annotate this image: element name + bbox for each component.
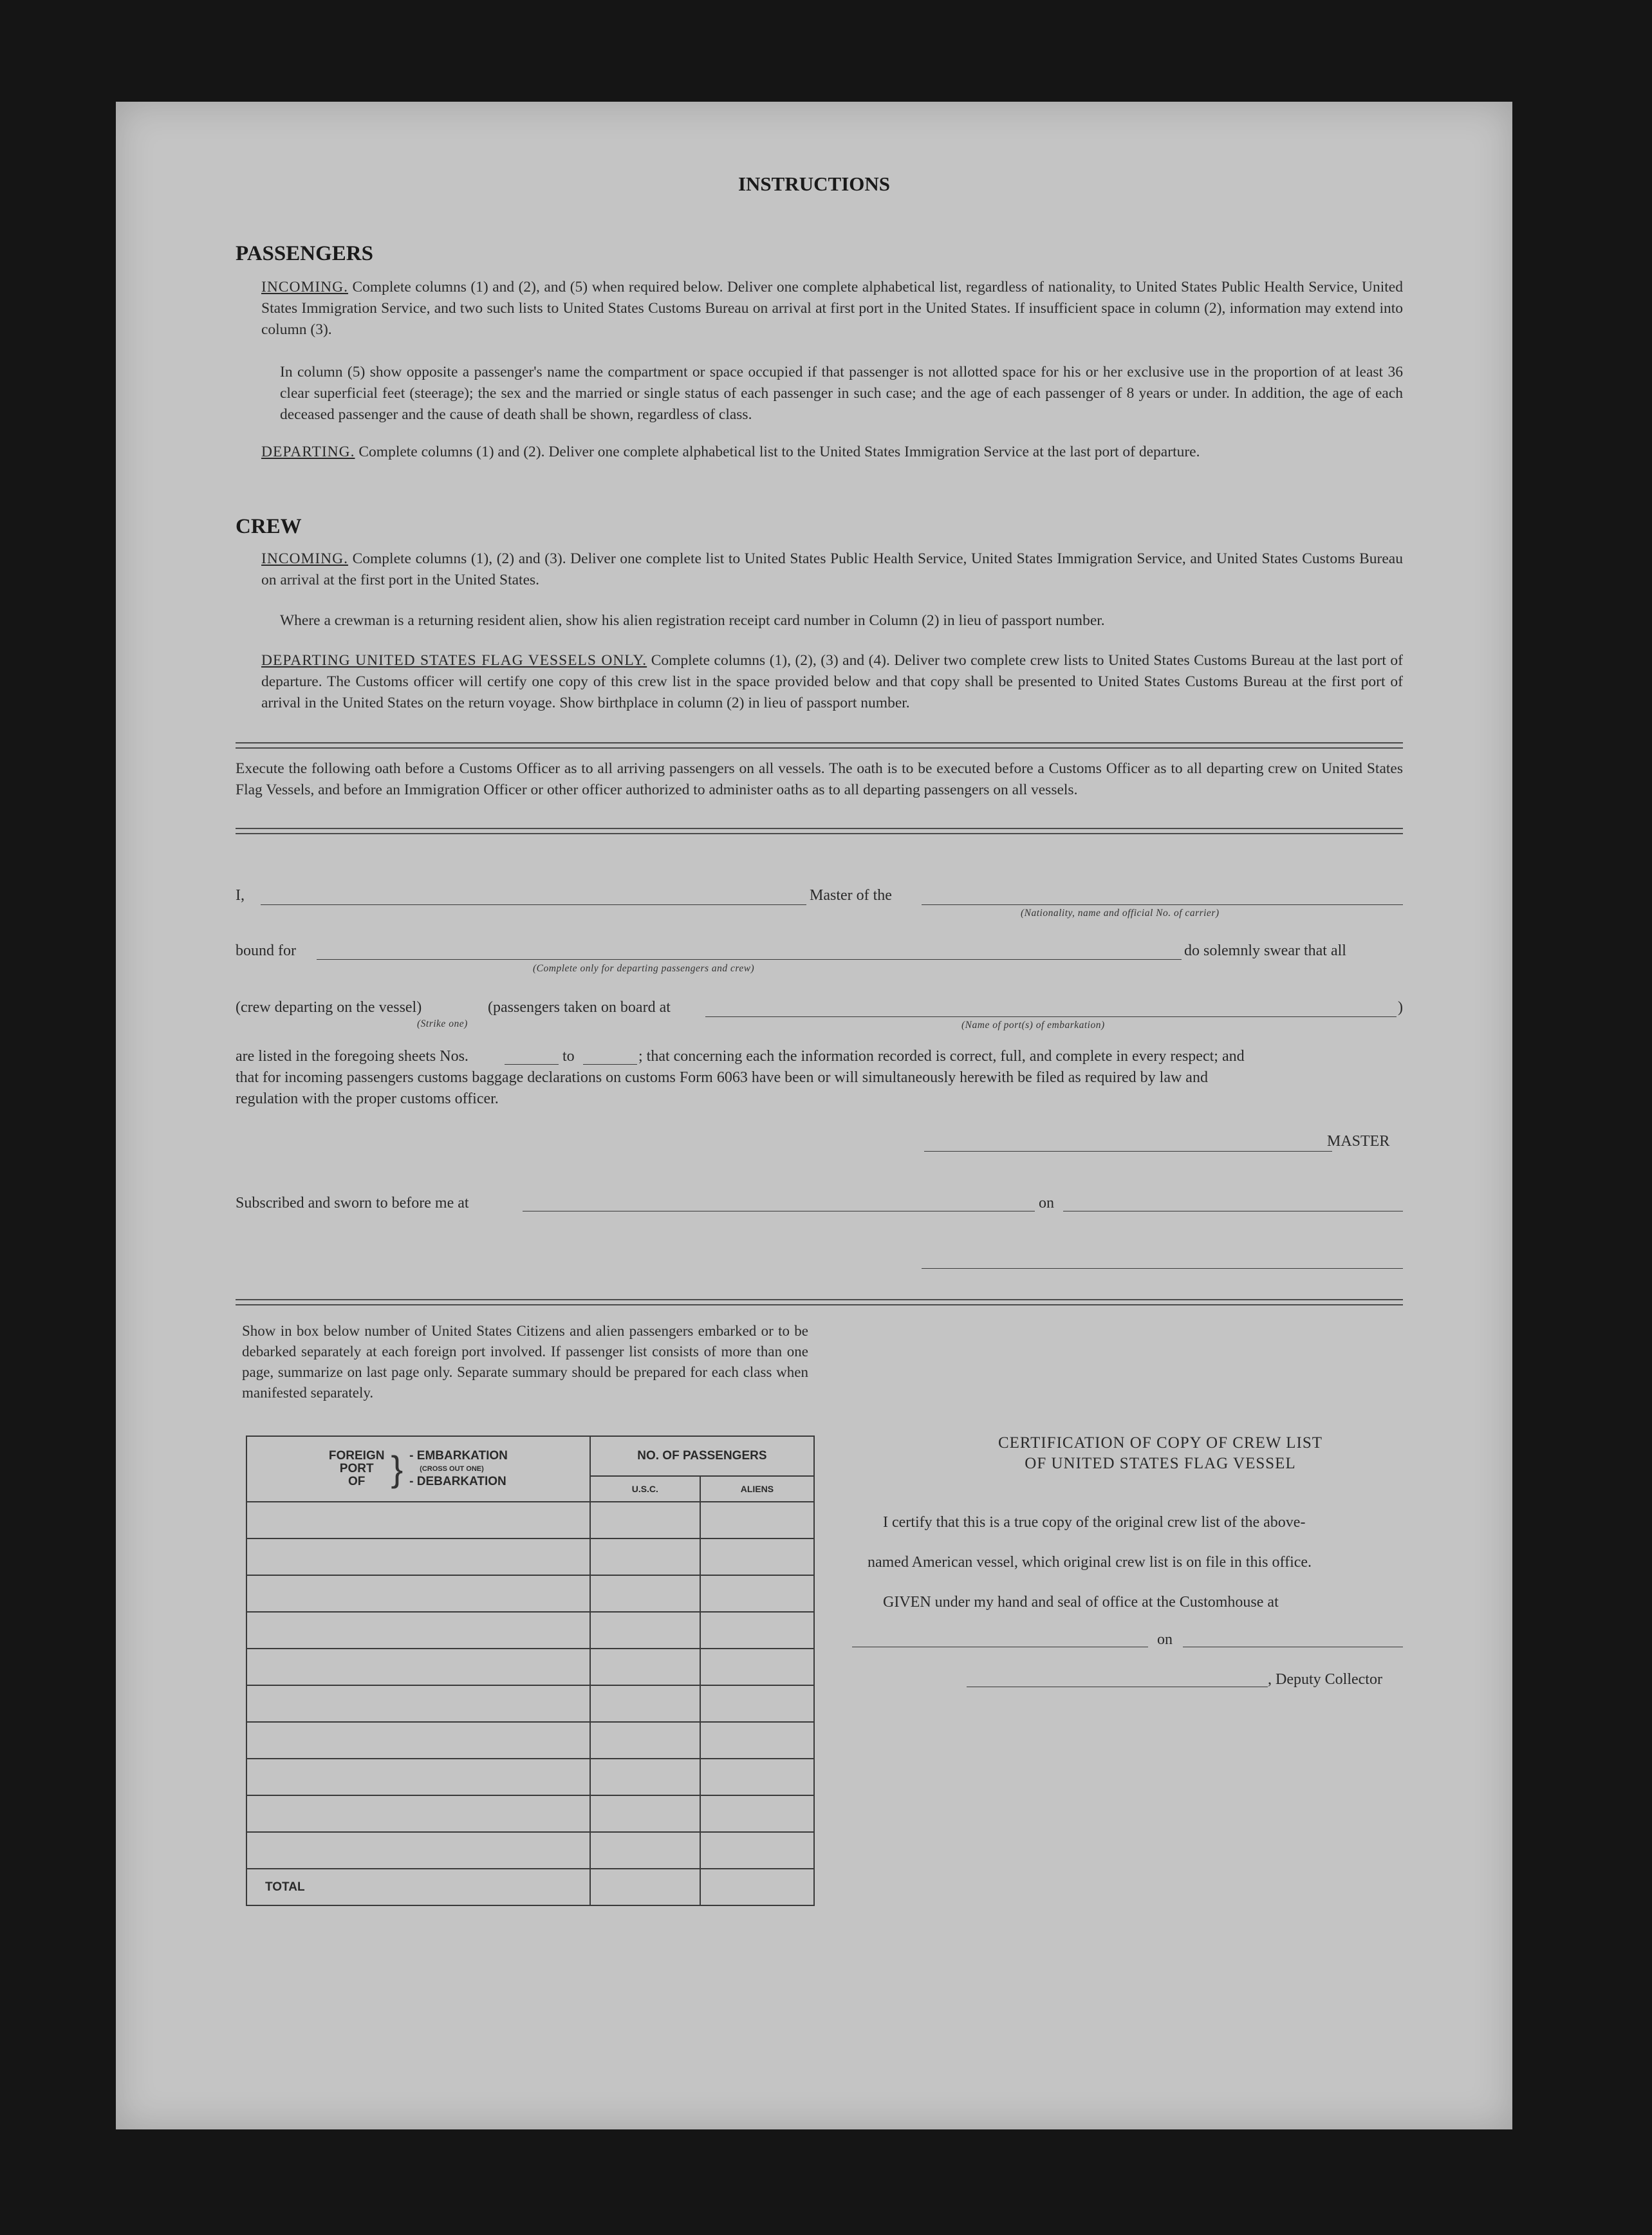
listed-correct-text: ; that concerning each the information recorded is correct, full, and complete in every respect; and [638,1048,1245,1065]
master-label: MASTER [1327,1133,1390,1150]
port-label: PORT [339,1462,374,1475]
certification-heading-line-2: OF UNITED STATES FLAG VESSEL [1025,1455,1296,1472]
divider-double-3 [236,1299,1403,1305]
table-row [246,1538,814,1575]
certify-line-3: GIVEN under my hand and seal of office at the Customhouse at [883,1594,1279,1611]
port-cell[interactable] [246,1575,590,1612]
table-row [246,1759,814,1795]
aliens-cell[interactable] [700,1685,814,1722]
usc-cell[interactable] [590,1575,700,1612]
table-row [246,1502,814,1538]
crew-incoming-text: Complete columns (1), (2) and (3). Deliver one complete list to United States Public Health Service, United States Immigration Service, and United States Customs Bureau on arrival at the first port in the United States. [261,550,1403,588]
passengers-heading: PASSENGERS [236,242,373,265]
table-row [246,1612,814,1649]
aliens-header: ALIENS [700,1476,814,1502]
port-header-cell [246,1436,590,1502]
destination-field[interactable] [317,959,1182,960]
passengers-departing-paragraph [261,442,1403,463]
subscribed-label: Subscribed and sworn to before me at [236,1195,469,1211]
debarkation-option[interactable]: - DEBARKATION [409,1475,506,1488]
table-row [246,1722,814,1759]
passengers-incoming-text: Complete columns (1) and (2), and (5) when required below. Deliver one complete alphabetical list, regardless of nationality, to United States Public Health Service, United States Immigration Service, and two such lists to United States Customs Bureau on arrival at first port in the United States. If insufficient space in column (2), information may extend into column (3). [261,279,1403,338]
nationality-caption: (Nationality, name and official No. of carrier) [1021,908,1220,919]
oath-intro-paragraph: Execute the following oath before a Customs Officer as to all arriving passengers on all vessels. The oath is to be executed before a Customs Officer as to all departing crew on United States Flag Vessels, and before an Immigration Officer or other officer authorized to administer oaths as to all departing passengers on all vessels. [236,760,1403,798]
passengers-column5-paragraph: In column (5) show opposite a passenger's name the compartment or space occupied if that passenger is not allotted space for his or her exclusive use in the proportion of at least 36 clear superficial feet (steerage); the sex and the married or single status of each passenger in such case; and the age of each passenger of 8 years or under. In addition, the age of each deceased passenger and the cause of death shall be shown, regardless of class. [280,364,1403,423]
swear-label: do solemnly swear that all [1184,942,1346,959]
close-paren: ) [1398,999,1403,1016]
aliens-cell[interactable] [700,1502,814,1538]
usc-cell[interactable] [590,1795,700,1832]
certify-line-2: named American vessel, which original crew list is on file in this office. [868,1554,1312,1571]
passengers-incoming-lead: INCOMING. [261,279,348,295]
port-cell[interactable] [246,1612,590,1649]
aliens-cell[interactable] [700,1649,814,1685]
usc-cell[interactable] [590,1502,700,1538]
usc-cell[interactable] [590,1722,700,1759]
crew-departing-paragraph [261,650,1403,714]
aliens-cell[interactable] [700,1722,814,1759]
table-row [246,1832,814,1869]
passengers-departing-lead: DEPARTING. [261,444,355,460]
summary-instructions: Show in box below number of United States Citizens and alien passengers embarked or to be debarked separately at each foreign port involved. If passenger list consists of more than one page, summarize on last page only. Separate summary should be prepared for each class when manifested separately. [242,1323,808,1401]
officer-signature-field[interactable] [922,1268,1403,1269]
aliens-cell[interactable] [700,1538,814,1575]
port-cell[interactable] [246,1538,590,1575]
sheet-to-field[interactable] [583,1064,637,1065]
cross-out-note: (CROSS OUT ONE) [420,1465,484,1473]
ports-caption: (Name of port(s) of embarkation) [961,1020,1105,1031]
port-cell[interactable] [246,1832,590,1869]
listed-customs-text: that for incoming passengers customs baggage declarations on customs Form 6063 have been or will simultaneously herewith be filed as required by law and [236,1069,1208,1086]
crew-heading: CREW [236,515,302,538]
embarkation-option[interactable]: - EMBARKATION [409,1449,508,1463]
crew-incoming-paragraph [261,548,1403,591]
certification-heading [918,1433,1403,1474]
crew-departing-text: Complete columns (1), (2), (3) and (4). Deliver two complete crew lists to United States Customs Bureau at the last port of departure. The Customs officer will certify one copy of this crew list in the space provided below and that copy shall be presented to United States Customs Bureau at the first port of arrival in the United States on the return voyage. Show birthplace in column (2) in lieu of passport number. [261,652,1403,711]
of-label: OF [348,1475,366,1488]
aliens-cell[interactable] [700,1759,814,1795]
port-cell[interactable] [246,1759,590,1795]
complete-only-caption: (Complete only for departing passengers and crew) [533,963,755,974]
usc-cell[interactable] [590,1685,700,1722]
sheet-from-field[interactable] [505,1064,559,1065]
port-cell[interactable] [246,1795,590,1832]
embarkation-ports-field[interactable] [705,1016,1397,1017]
listed-to-label: to [562,1048,575,1065]
passenger-summary-table [246,1435,815,1906]
total-aliens-cell[interactable] [700,1869,814,1905]
table-row [246,1649,814,1685]
master-signature-field[interactable] [924,1151,1332,1152]
passengers-taken-option[interactable]: (passengers taken on board at [488,999,671,1016]
total-usc-cell[interactable] [590,1869,700,1905]
crew-departing-option[interactable]: (crew departing on the vessel) [236,999,422,1016]
listed-regulation-text: regulation with the proper customs officer. [236,1090,499,1107]
foreign-label: FOREIGN [328,1449,385,1463]
usc-header: U.S.C. [590,1476,700,1502]
passengers-incoming-paragraph [261,277,1403,341]
brace-icon: } [391,1448,404,1489]
divider-double-2 [236,828,1403,834]
summary-rows [246,1502,814,1869]
port-cell[interactable] [246,1649,590,1685]
table-row [246,1575,814,1612]
crew-departing-lead: DEPARTING UNITED STATES FLAG VESSELS ONLY. [261,652,647,669]
strike-one-caption: (Strike one) [417,1018,468,1029]
table-row [246,1795,814,1832]
carrier-field[interactable] [922,904,1403,905]
oath-i-label: I, [236,887,245,904]
master-name-field[interactable] [261,904,806,905]
aliens-cell[interactable] [700,1575,814,1612]
master-of-label: Master of the [810,887,892,904]
usc-cell[interactable] [590,1832,700,1869]
passengers-departing-text: Complete columns (1) and (2). Deliver one complete alphabetical list to the United States Immigration Service at the last port of departure. [355,444,1200,460]
aliens-cell[interactable] [700,1832,814,1869]
usc-cell[interactable] [590,1612,700,1649]
port-cell[interactable] [246,1502,590,1538]
page-title: INSTRUCTIONS [738,173,890,195]
document-sheet [116,102,1512,2129]
crew-resident-paragraph: Where a crewman is a returning resident alien, show his alien registration receipt card number in Column (2) in lieu of passport number. [280,612,1105,629]
usc-cell[interactable] [590,1649,700,1685]
usc-cell[interactable] [590,1538,700,1575]
aliens-cell[interactable] [700,1795,814,1832]
table-row [246,1685,814,1722]
certification-heading-line-1: CERTIFICATION OF COPY OF CREW LIST [998,1434,1323,1452]
total-label: TOTAL [246,1869,590,1905]
bound-for-label: bound for [236,942,296,959]
deputy-collector-label: , Deputy Collector [1268,1671,1382,1688]
no-of-passengers-header: NO. OF PASSENGERS [590,1436,814,1476]
port-cell[interactable] [246,1685,590,1722]
listed-sheets-text: are listed in the foregoing sheets Nos. [236,1048,469,1065]
divider-double-1 [236,742,1403,749]
port-cell[interactable] [246,1722,590,1759]
sworn-on-label: on [1039,1195,1054,1211]
usc-cell[interactable] [590,1759,700,1795]
crew-incoming-lead: INCOMING. [261,550,348,567]
certification-on-label: on [1157,1631,1173,1648]
certify-line-1: I certify that this is a true copy of the original crew list of the above- [883,1514,1306,1531]
aliens-cell[interactable] [700,1612,814,1649]
